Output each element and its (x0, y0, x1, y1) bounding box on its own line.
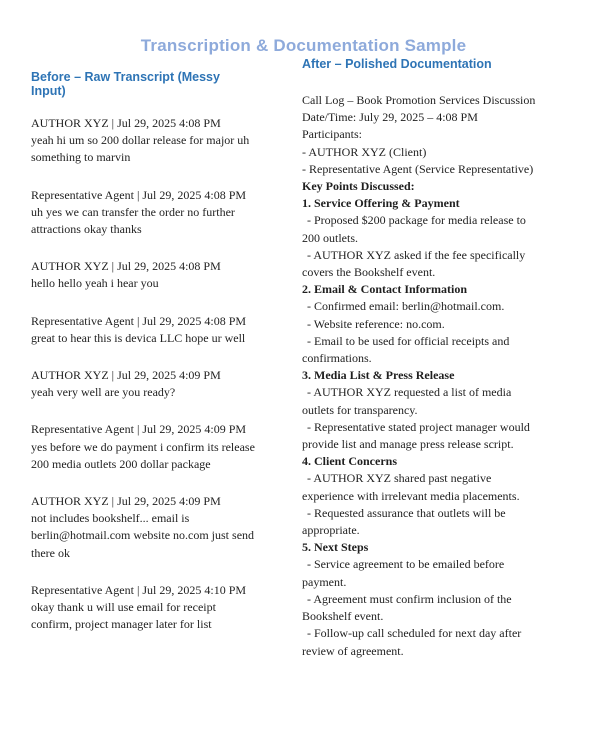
transcript-message-list (31, 115, 257, 633)
message-text: great to hear this is devica LLC hope ur well (31, 330, 246, 345)
page-title: Transcription & Documentation Sample (140, 36, 467, 55)
message-speaker-timestamp: Representative Agent | Jul 29, 2025 4:08 PM (31, 187, 247, 202)
message-speaker-timestamp: AUTHOR XYZ | Jul 29, 2025 4:08 PM (31, 259, 221, 274)
message-speaker-timestamp: AUTHOR XYZ | Jul 29, 2025 4:08 PM (31, 116, 221, 130)
doc-bullet-item: - Requested assurance that outlets will be appropriate. (302, 505, 506, 538)
message-text: yeah very well are you ready? (31, 385, 176, 400)
transcript-message (31, 258, 257, 292)
message-speaker-timestamp: Representative Agent | Jul 29, 2025 4:10 PM (31, 582, 247, 597)
doc-section-heading: 1. Service Offering & Payment (302, 196, 460, 211)
message-speaker-timestamp: Representative Agent | Jul 29, 2025 4:08 PM (31, 313, 247, 328)
transcript-message (31, 115, 257, 167)
after-column (302, 57, 538, 660)
doc-bullet-item: - Representative stated project manager would provide list and manage press release script. (302, 419, 530, 452)
doc-section-heading: 5. Next Steps (302, 540, 369, 555)
doc-bullet-item: - Follow-up call scheduled for next day after review of agreement. (302, 626, 522, 658)
doc-text-line: Date/Time: July 29, 2025 – 4:08 PM (302, 110, 478, 125)
doc-text-line: Participants: (302, 127, 362, 142)
transcript-message (31, 367, 257, 401)
doc-section-heading: 2. Email & Contact Information (302, 282, 467, 297)
doc-text-line: Call Log – Book Promotion Services Discussion (302, 93, 536, 107)
message-text: okay thank u will use email for receipt confirm, project manager later for list (31, 600, 216, 632)
doc-bullet-item: - Service agreement to be emailed before payment. (302, 557, 505, 589)
transcript-message (31, 582, 257, 634)
doc-bullet-item: - Website reference: no.com. (307, 316, 445, 331)
after-heading: After – Polished Documentation (302, 57, 492, 71)
doc-section-heading: Key Points Discussed: (302, 179, 415, 194)
doc-section-heading: 3. Media List & Press Release (302, 368, 455, 383)
doc-bullet-item: - AUTHOR XYZ shared past negative experience with irrelevant media placements. (302, 471, 520, 503)
doc-bullet-item: - Confirmed email: berlin@hotmail.com. (307, 299, 505, 314)
before-column (31, 70, 257, 653)
doc-bullet-item: - Email to be used for official receipts and confirmations. (302, 333, 510, 366)
transcript-message (31, 421, 257, 473)
transcript-message (31, 493, 257, 562)
doc-section-heading: 4. Client Concerns (302, 454, 397, 469)
message-text: not includes bookshelf... email is berlin@hotmail.com website no.com just send there ok (31, 511, 255, 560)
documentation-body (302, 92, 538, 660)
transcript-message (31, 313, 257, 347)
doc-bullet-item: - Agreement must confirm inclusion of the Bookshelf event. (302, 591, 512, 624)
message-text: hello hello yeah i hear you (31, 276, 159, 291)
message-speaker-timestamp: Representative Agent | Jul 29, 2025 4:09 PM (31, 422, 247, 437)
message-speaker-timestamp: AUTHOR XYZ | Jul 29, 2025 4:09 PM (31, 494, 221, 509)
message-text: yes before we do payment i confirm its release 200 media outlets 200 dollar package (31, 439, 255, 471)
message-speaker-timestamp: AUTHOR XYZ | Jul 29, 2025 4:09 PM (31, 368, 221, 383)
doc-text-line: - Representative Agent (Service Representative) (302, 161, 534, 176)
transcript-message (31, 187, 257, 239)
doc-bullet-item: - Proposed $200 package for media release to 200 outlets. (302, 213, 526, 245)
doc-bullet-item: - AUTHOR XYZ asked if the fee specifically covers the Bookshelf event. (302, 247, 526, 280)
message-text: uh yes we can transfer the order no further attractions okay thanks (31, 204, 235, 237)
doc-bullet-item: - AUTHOR XYZ requested a list of media outlets for transparency. (302, 385, 512, 417)
doc-text-line: - AUTHOR XYZ (Client) (302, 144, 427, 159)
message-text: yeah hi um so 200 dollar release for major uh something to marvin (31, 133, 250, 165)
before-heading: Before – Raw Transcript (Messy Input) (31, 70, 220, 98)
